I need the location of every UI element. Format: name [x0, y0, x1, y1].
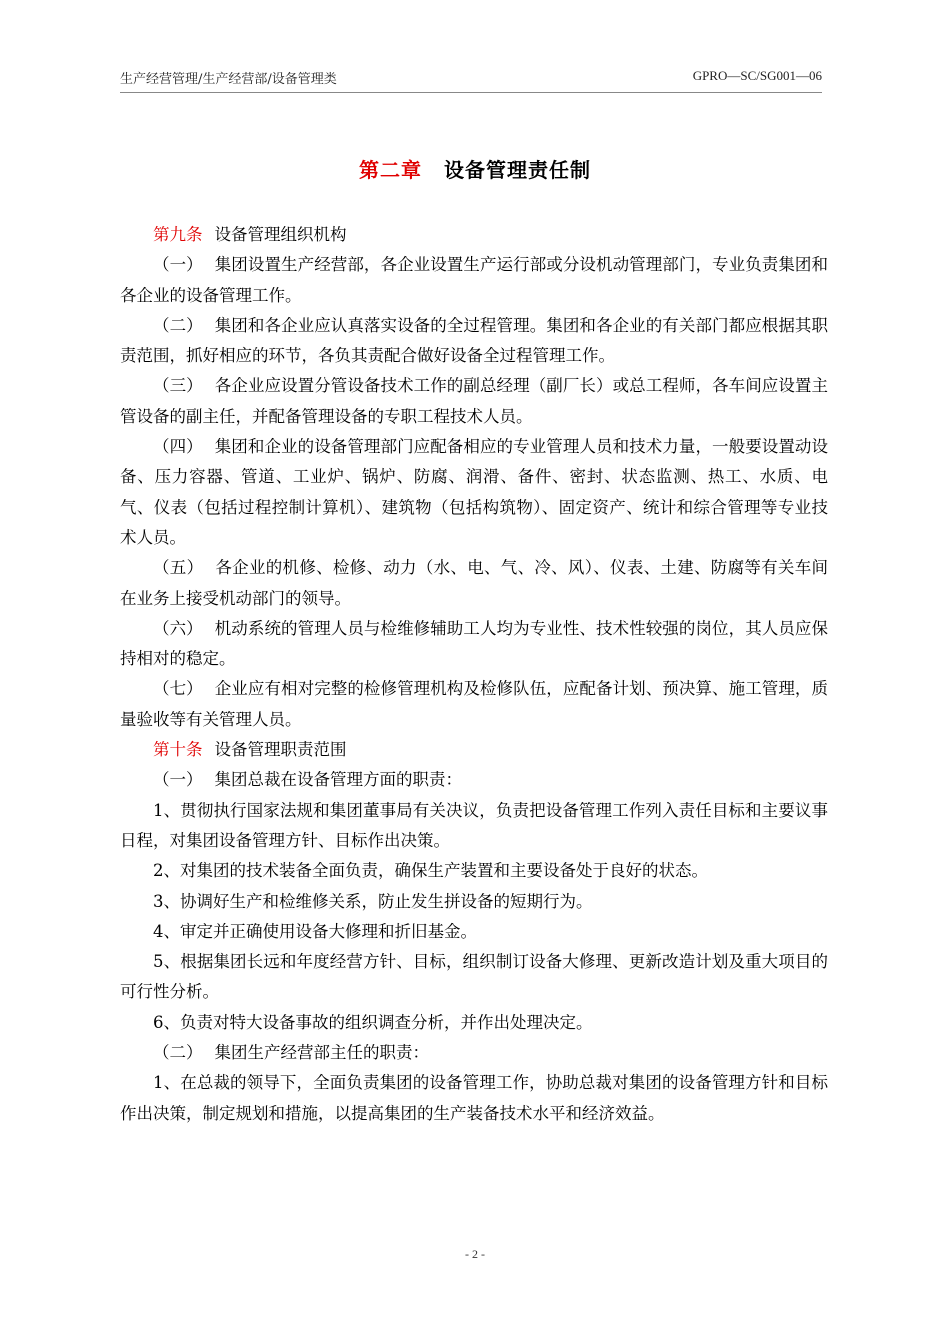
chapter-title: 设备管理责任制 — [444, 158, 591, 182]
article-label: 第十条 — [153, 740, 203, 760]
article-item — [120, 371, 828, 432]
article-item — [120, 1038, 828, 1068]
chapter-heading — [0, 154, 950, 183]
item-text: 1、贯彻执行国家法规和集团董事局有关决议，负责把设备管理工作列入责任目标和主要议事日程，对集团设备管理方针、目标作出决策。 — [120, 800, 828, 850]
item-text: 3、协调好生产和检维修关系，防止发生拼设备的短期行为。 — [153, 891, 593, 911]
item-text: 集团总裁在设备管理方面的职责： — [214, 770, 462, 790]
article-item — [120, 553, 828, 614]
article-item — [120, 1008, 828, 1038]
item-text: 2、对集团的技术装备全面负责，确保生产装置和主要设备处于良好的状态。 — [153, 861, 708, 881]
article-title: 设备管理组织机构 — [214, 225, 347, 244]
article-item — [120, 1068, 828, 1129]
item-tag: （三） — [153, 376, 203, 396]
article-item — [120, 765, 828, 795]
item-text: 4、审定并正确使用设备大修理和折旧基金。 — [153, 921, 477, 941]
article-item — [120, 250, 828, 311]
item-text: 各企业的机修、检修、动力（水、电、气、冷、风）、仪表、土建、防腐等有关车间在业务上接受机动部门的领导。 — [120, 558, 829, 608]
item-tag: （一） — [153, 255, 203, 275]
page-header — [120, 68, 822, 90]
article-item — [120, 947, 828, 1008]
item-text: 机动系统的管理人员与检维修辅助工人均为专业性、技术性较强的岗位，其人员应保持相对的稳定。 — [120, 618, 829, 669]
document-body — [120, 220, 828, 1129]
item-text: 集团和企业的设备管理部门应配备相应的专业管理人员和技术力量，一般要设置动设备、压力容器、管道、工业炉、锅炉、防腐、润滑、备件、密封、状态监测、热工、水质、电气、仪表（包括过程控制计算机）、建筑物（包括构筑物）、固定资产、统计和综合管理等专业技术人员。 — [120, 437, 829, 547]
item-tag: （四） — [153, 437, 203, 457]
item-text: 1、在总裁的领导下，全面负责集团的设备管理工作，协助总裁对集团的设备管理方针和目标作出决策，制定规划和措施，以提高集团的生产装备技术水平和经济效益。 — [120, 1073, 828, 1123]
article-item — [120, 614, 828, 675]
article-label: 第九条 — [153, 225, 203, 244]
article-item — [120, 432, 828, 553]
item-tag: （二） — [153, 1043, 203, 1063]
item-tag: （一） — [153, 770, 203, 790]
item-text: 5、根据集团长远和年度经营方针、目标，组织制订设备大修理、更新改造计划及重大项目的可行性分析。 — [120, 952, 828, 1002]
article-item — [120, 796, 828, 857]
header-category: 生产经营管理/生产经营部/设备管理类 — [120, 72, 337, 87]
article-item — [120, 674, 828, 735]
article-item — [120, 887, 828, 917]
chapter-number: 第二章 — [359, 158, 422, 182]
article-title: 设备管理职责范围 — [214, 740, 347, 760]
item-tag: （六） — [153, 618, 203, 638]
item-text: 6、负责对特大设备事故的组织调查分析，并作出处理决定。 — [153, 1012, 593, 1032]
page-number: - 2 - — [465, 1247, 485, 1261]
item-tag: （五） — [153, 558, 204, 578]
item-text: 各企业应设置分管设备技术工作的副总经理（副厂长）或总工程师，各车间应设置主管设备的副主任，并配备管理设备的专职工程技术人员。 — [120, 376, 829, 426]
article-item — [120, 917, 828, 947]
item-text: 集团和各企业应认真落实设备的全过程管理。集团和各企业的有关部门都应根据其职责范围，抓好相应的环节，各负其责配合做好设备全过程管理工作。 — [120, 315, 829, 366]
article-heading — [120, 735, 828, 765]
item-text: 集团设置生产经营部，各企业设置生产运行部或分设机动管理部门，专业负责集团和各企业的设备管理工作。 — [120, 255, 829, 305]
article-heading — [120, 220, 828, 250]
item-tag: （二） — [153, 315, 203, 335]
article-item — [120, 856, 828, 886]
item-tag: （七） — [153, 679, 203, 699]
item-text: 企业应有相对完整的检修管理机构及检修队伍，应配备计划、预决算、施工管理，质量验收等有关管理人员。 — [120, 679, 829, 729]
header-doc-code: GPRO—SC/SG001—06 — [692, 68, 822, 83]
item-text: 集团生产经营部主任的职责： — [214, 1043, 429, 1063]
header-divider — [120, 92, 822, 93]
article-item — [120, 311, 828, 372]
